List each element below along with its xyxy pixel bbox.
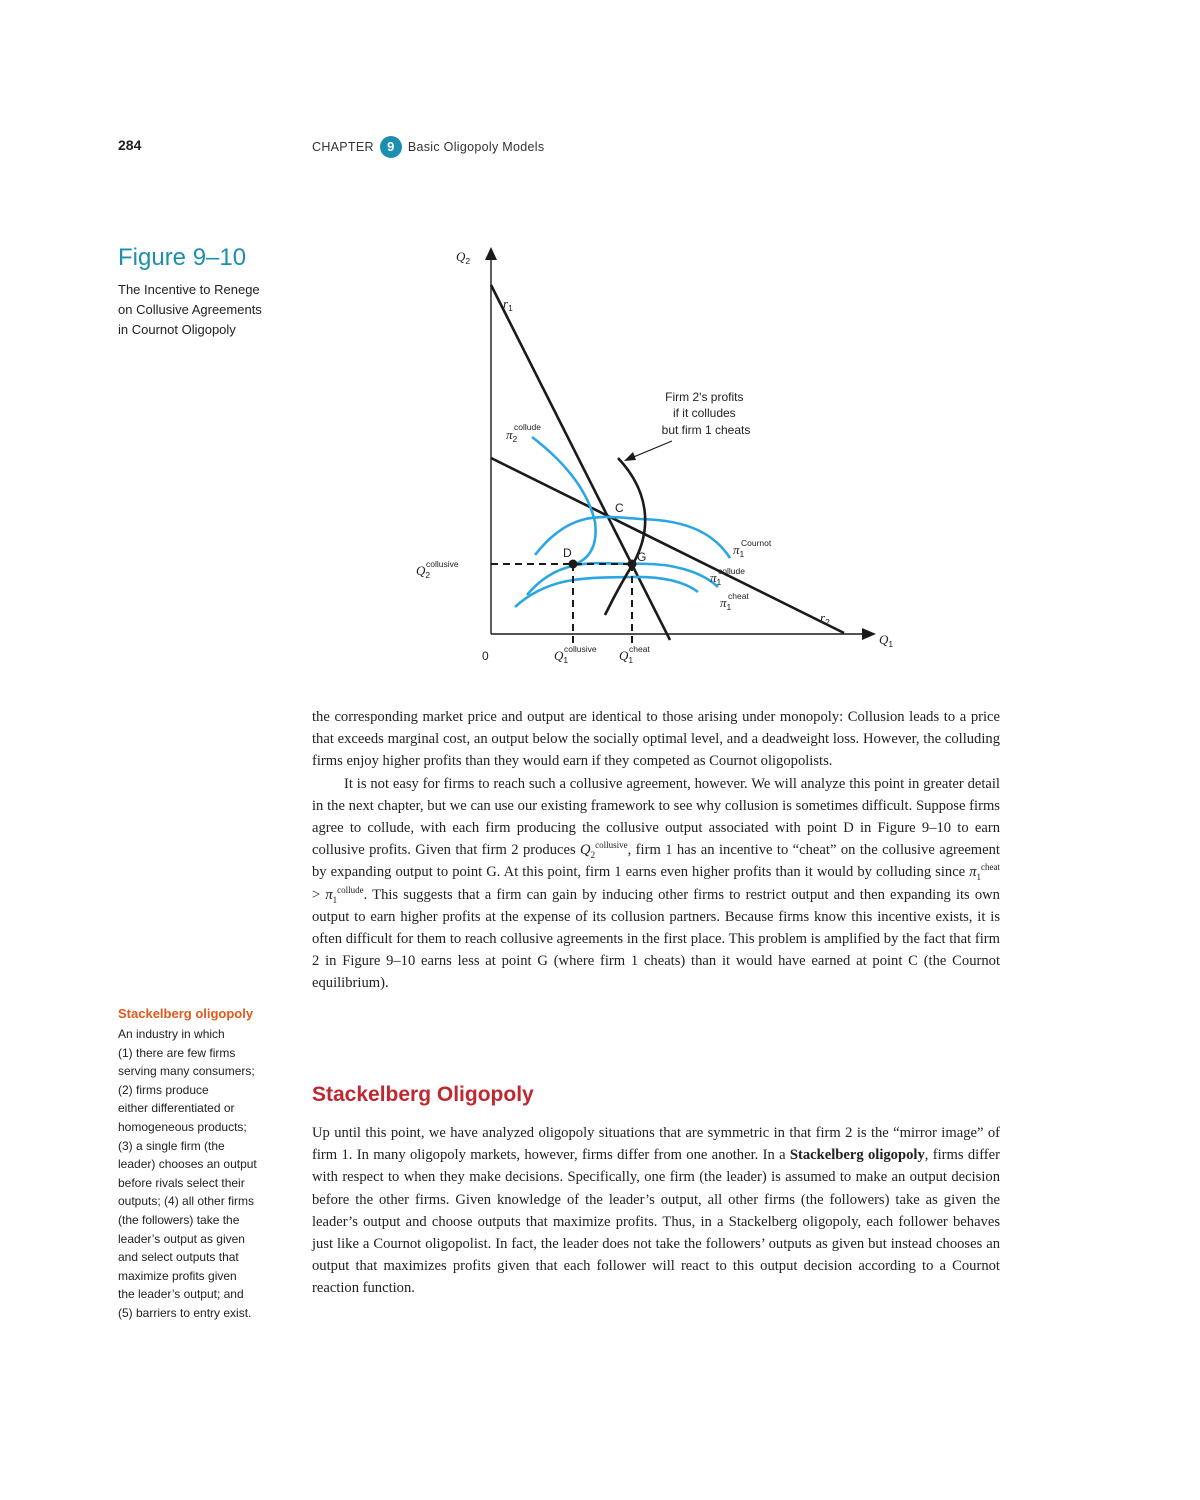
y-axis-label: Q2 [456, 249, 471, 266]
point-g [628, 560, 637, 569]
q2-collusive-label: Q2collusive [416, 559, 459, 580]
figure-caption [118, 280, 293, 340]
annotation-arrow [631, 441, 672, 458]
chapter-title: Basic Oligopoly Models [407, 140, 545, 154]
running-header [312, 136, 544, 158]
chapter-number-badge: 9 [380, 136, 402, 158]
q1-cheat-label: Q1cheat [619, 644, 650, 665]
pi1-cournot-label: π1Cournot [733, 538, 772, 559]
glossary-definition: An industry in which (1) there are few firms serving many consumers; (2) firms produce either differentiated or homogeneous products; (3) a single firm (the leader) chooses an output before rivals select their outputs; (4) all other firms (the followers) take the leader’s output as given and select outputs that maximize profits given the leader’s output; and (5) barriers to entry exist. [118, 1027, 257, 1320]
paragraph-1: the corresponding market price and output are identical to those arising under monopoly: Collusion leads to a price that exceeds marginal cost, an output below the socially optimal level, and a deadweight loss. However, the colluding firms enjoy higher profits than they would earn if they competed as Cournot oligopolists. [312, 709, 1000, 770]
figure-title: Figure 9–10 [118, 244, 247, 271]
caption-line: in Cournot Oligopoly [118, 322, 236, 337]
caption-line: on Collusive Agreements [118, 302, 262, 317]
pi1-collude-label: π1collude [710, 566, 745, 587]
caption-line: The Incentive to Renege [118, 282, 260, 297]
paragraph-2: It is not easy for firms to reach such a collusive agreement, however. We will analyze this point in greater detail in the next chapter, but we can use our existing framework to see why collusion is sometimes difficult. Suppose firms agree to collude, with each firm producing the collusive output associated with point D in Figure 9–10 to earn collusive profits. Given that firm 2 produces $Q_2^{collusive}$, firm 1 has an incentive to “cheat” on the collusive agreement by expanding output to point G. At this point, firm 1 earns even higher profits than it would by colluding since $\pi_1^{cheat} > \pi_1^{collude}$. This suggests that a firm can gain by inducing other firms to restrict output and then expanding its own output to earn higher profits at the expense of its collusion partners. Because firms know this incentive exists, it is often difficult for them to reach collusive agreements in the first place. This problem is amplified by the fact that firm 2 in Figure 9–10 earns less at point G (where firm 1 cheats) than it would have earned at point C (the Cournot equilibrium). [312, 775, 1000, 992]
pi1-cheat-label: π1cheat [720, 591, 749, 612]
point-g-label: G [637, 550, 647, 564]
x-axis-label: Q1 [879, 632, 894, 649]
cournot-collusion-diagram [400, 230, 920, 680]
annotation-arrowhead [624, 452, 636, 461]
reaction-function-r1 [491, 285, 670, 640]
point-d [569, 560, 578, 569]
pi2-collude-label: π2collude [506, 422, 541, 444]
chapter-label: CHAPTER [312, 140, 374, 154]
body-text-2 [312, 1122, 1000, 1300]
paragraph-3: Up until this point, we have analyzed oligopoly situations that are symmetric in that firm 2 is the “mirror image” of firm 1. In many oligopoly markets, however, firms differ from one another. In a Stackelberg oligopoly, firms differ with respect to when they make decisions. Specifically, one firm (the leader) is assumed to make an output decision before the other firms. Given knowledge of the leader’s output, all other firms (the followers) take as given the leader’s output and choose outputs that maximize profits. Thus, in a Stackelberg oligopoly, each follower behaves just like a Cournot oligopolist. In fact, the leader does not take the followers’ outputs as given but instead chooses an output that maximizes profits given that each follower will react to this output decision according to a Cournot reaction function. [312, 1125, 1000, 1297]
point-c-label: C [615, 501, 624, 515]
r1-label: r1 [503, 296, 513, 313]
q1-collusive-label: Q1collusive [554, 644, 597, 665]
body-text [312, 706, 1000, 995]
r2-label: r2 [820, 610, 830, 627]
page-number: 284 [118, 137, 142, 153]
origin-label: 0 [482, 649, 489, 663]
y-axis-arrow [485, 247, 497, 260]
annotation-text: Firm 2's profits if it colludes but firm 1 cheats [661, 390, 751, 437]
x-axis-arrow [862, 628, 876, 640]
firm2-cheat-isoprofit [605, 458, 645, 615]
glossary-term: Stackelberg oligopoly [118, 1006, 254, 1021]
point-d-label: D [563, 546, 572, 560]
section-heading: Stackelberg Oligopoly [312, 1083, 534, 1106]
